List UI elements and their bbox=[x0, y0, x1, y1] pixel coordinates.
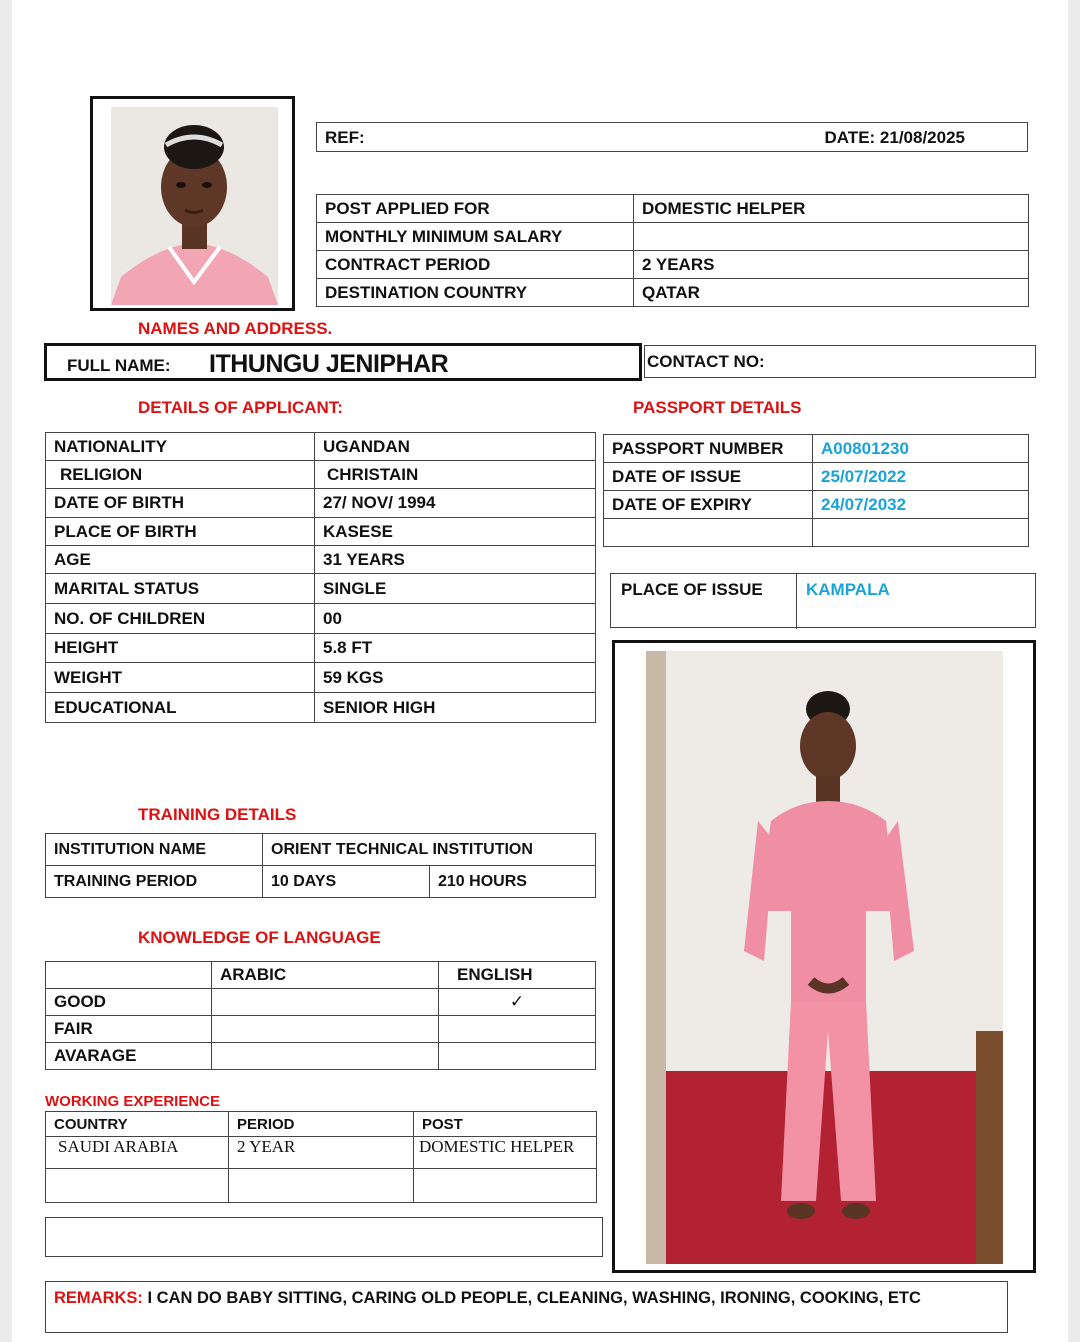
place-of-issue-label: PLACE OF ISSUE bbox=[621, 580, 763, 599]
height-label: HEIGHT bbox=[46, 634, 315, 663]
language-heading: KNOWLEDGE OF LANGUAGE bbox=[138, 928, 381, 947]
training-days: 10 DAYS bbox=[263, 866, 430, 898]
applicant-details-table bbox=[45, 432, 596, 723]
passport-number-label: PASSPORT NUMBER bbox=[604, 435, 813, 463]
english-header: ENGLISH bbox=[439, 962, 596, 989]
details-heading: DETAILS OF APPLICANT: bbox=[138, 398, 343, 417]
salary-label: MONTHLY MINIMUM SALARY bbox=[317, 223, 634, 251]
full-body-photo-frame bbox=[612, 640, 1036, 1273]
passport-number-value: A00801230 bbox=[813, 435, 1029, 463]
portrait-photo bbox=[111, 107, 278, 305]
remarks-value: I CAN DO BABY SITTING, CARING OLD PEOPLE, CLEANING, WASHING, IRONING, COOKING, ETC bbox=[142, 1289, 921, 1307]
religion-value: CHRISTAIN bbox=[315, 461, 596, 489]
training-period-label: TRAINING PERIOD bbox=[46, 866, 263, 898]
empty-note-box bbox=[45, 1217, 603, 1257]
work-empty-cell bbox=[229, 1169, 414, 1203]
dob-value: 27/ NOV/ 1994 bbox=[315, 489, 596, 518]
place-of-issue-value: KAMPALA bbox=[806, 580, 890, 599]
fair-label: FAIR bbox=[46, 1016, 212, 1043]
english-good-check: ✓ bbox=[439, 989, 596, 1016]
post-header: POST bbox=[414, 1112, 597, 1137]
work-table bbox=[45, 1111, 597, 1203]
post-table bbox=[316, 194, 1029, 307]
contact-label: CONTACT NO: bbox=[647, 352, 765, 371]
issue-date-value: 25/07/2022 bbox=[813, 463, 1029, 491]
ref-label: REF: bbox=[325, 128, 365, 147]
date-label: DATE: 21/08/2025 bbox=[824, 128, 965, 147]
nationality-value: UGANDAN bbox=[315, 433, 596, 461]
contract-value: 2 YEARS bbox=[634, 251, 1029, 279]
institution-label: INSTITUTION NAME bbox=[46, 834, 263, 866]
arabic-average bbox=[212, 1043, 439, 1070]
english-average bbox=[439, 1043, 596, 1070]
names-heading: NAMES AND ADDRESS. bbox=[138, 319, 333, 338]
education-label: EDUCATIONAL bbox=[46, 693, 315, 723]
children-label: NO. OF CHILDREN bbox=[46, 604, 315, 634]
marital-label: MARITAL STATUS bbox=[46, 574, 315, 604]
passport-heading: PASSPORT DETAILS bbox=[633, 398, 802, 417]
training-table bbox=[45, 833, 596, 898]
marital-value: SINGLE bbox=[315, 574, 596, 604]
education-value: SENIOR HIGH bbox=[315, 693, 596, 723]
work-empty-cell bbox=[46, 1169, 229, 1203]
full-name-value: ITHUNGU JENIPHAR bbox=[209, 350, 449, 378]
height-value: 5.8 FT bbox=[315, 634, 596, 663]
age-label: AGE bbox=[46, 546, 315, 574]
training-hours: 210 HOURS bbox=[430, 866, 596, 898]
portrait-photo-frame bbox=[90, 96, 295, 311]
full-body-photo bbox=[646, 651, 1003, 1264]
language-corner-cell bbox=[46, 962, 212, 989]
children-value: 00 bbox=[315, 604, 596, 634]
work-country: SAUDI ARABIA bbox=[46, 1137, 229, 1169]
post-label: POST APPLIED FOR bbox=[317, 195, 634, 223]
post-value: DOMESTIC HELPER bbox=[634, 195, 1029, 223]
work-post: DOMESTIC HELPER bbox=[414, 1137, 597, 1169]
good-label: GOOD bbox=[46, 989, 212, 1016]
remarks-box bbox=[45, 1281, 1008, 1333]
passport-empty-cell bbox=[813, 519, 1029, 547]
nationality-label: NATIONALITY bbox=[46, 433, 315, 461]
expiry-date-label: DATE OF EXPIRY bbox=[604, 491, 813, 519]
religion-label: RELIGION bbox=[46, 461, 315, 489]
age-value: 31 YEARS bbox=[315, 546, 596, 574]
dob-label: DATE OF BIRTH bbox=[46, 489, 315, 518]
period-header: PERIOD bbox=[229, 1112, 414, 1137]
place-of-issue-box bbox=[610, 573, 1036, 628]
work-heading: WORKING EXPERIENCE bbox=[45, 1093, 221, 1110]
full-name-label: FULL NAME: bbox=[67, 356, 171, 375]
english-fair bbox=[439, 1016, 596, 1043]
full-name-box bbox=[44, 343, 642, 381]
contact-box bbox=[644, 345, 1036, 378]
remarks-text bbox=[54, 1289, 921, 1308]
weight-value: 59 KGS bbox=[315, 663, 596, 693]
remarks-label: REMARKS: bbox=[54, 1289, 143, 1307]
destination-label: DESTINATION COUNTRY bbox=[317, 279, 634, 307]
salary-value bbox=[634, 223, 1029, 251]
pob-value: KASESE bbox=[315, 518, 596, 546]
expiry-date-value: 24/07/2032 bbox=[813, 491, 1029, 519]
destination-value: QATAR bbox=[634, 279, 1029, 307]
pob-label: PLACE OF BIRTH bbox=[46, 518, 315, 546]
work-empty-cell bbox=[414, 1169, 597, 1203]
place-of-issue-divider bbox=[796, 574, 797, 629]
country-header: COUNTRY bbox=[46, 1112, 229, 1137]
institution-value: ORIENT TECHNICAL INSTITUTION bbox=[263, 834, 596, 866]
ref-date-box bbox=[316, 122, 1028, 152]
issue-date-label: DATE OF ISSUE bbox=[604, 463, 813, 491]
work-period: 2 YEAR bbox=[229, 1137, 414, 1169]
training-heading: TRAINING DETAILS bbox=[138, 805, 297, 824]
average-label: AVARAGE bbox=[46, 1043, 212, 1070]
contract-label: CONTRACT PERIOD bbox=[317, 251, 634, 279]
arabic-fair bbox=[212, 1016, 439, 1043]
passport-table bbox=[603, 434, 1029, 547]
passport-empty-cell bbox=[604, 519, 813, 547]
language-table bbox=[45, 961, 596, 1070]
weight-label: WEIGHT bbox=[46, 663, 315, 693]
cv-page bbox=[12, 0, 1068, 1342]
arabic-good bbox=[212, 989, 439, 1016]
arabic-header: ARABIC bbox=[212, 962, 439, 989]
